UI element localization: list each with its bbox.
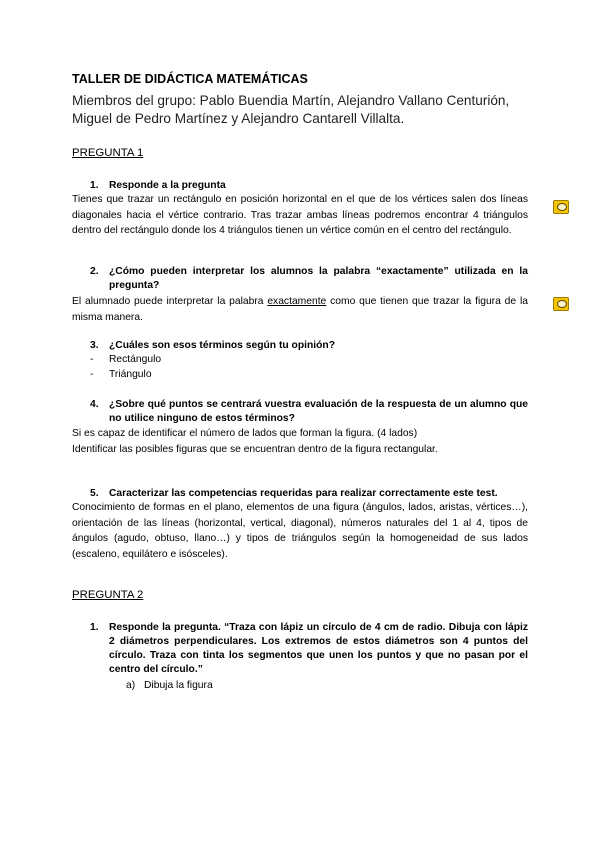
list-item: Rectángulo [109, 354, 162, 365]
comment-icon[interactable] [553, 297, 569, 311]
question-text: Responde a la pregunta [109, 180, 226, 191]
group-members [72, 92, 528, 128]
sub-item-label: a) [126, 680, 136, 691]
question-number: 3. [90, 340, 99, 351]
term-list [72, 353, 528, 385]
question-4-answer [72, 426, 528, 457]
question-3-heading [72, 339, 528, 354]
question-text: ¿Sobre qué puntos se centrará vuestra evaluación de la respuesta de un alumno que no utilice ninguno de estos términos? [109, 399, 528, 424]
question-number: 1. [90, 622, 99, 633]
question-text: ¿Cuáles son esos términos según tu opinión? [109, 340, 335, 351]
question-text: Responde la pregunta. “Traza con lápiz un círculo de 4 cm de radio. Dibuja con lápiz 2 diámetros perpendiculares. Los extremos de estos diámetros son 4 puntos del círculo. Traza con tinta los segmentos que unen los puntos y que no pasan por el centro del círculo.” [109, 622, 528, 675]
sub-item-text: Dibuja la figura [144, 680, 213, 691]
question-number: 4. [90, 399, 99, 410]
question-2-heading [72, 265, 528, 295]
members-line-1: Miembros del grupo: Pablo Buendia Martín, Alejandro Vallano Centurión, [72, 93, 510, 108]
sub-item-a [72, 680, 528, 696]
question-5-answer: Conocimiento de formas en el plano, elementos de una figura (ángulos, lados, aristas, vértices…), orientación de las líneas (horizontal, vertical, diagonal), números naturales del 1 al 4, tipos de ángulos (agudo, obtuso, llano…) y tipos de triángulos según la homogeneidad de sus lados (escaleno, equilátero e isósceles). [72, 502, 528, 560]
list-bullet: - [90, 354, 94, 365]
comment-icon[interactable] [553, 200, 569, 214]
question-number: 2. [90, 266, 99, 277]
question-2-answer [72, 294, 528, 325]
list-item: Triángulo [109, 369, 152, 380]
answer-text: El alumnado puede interpretar la palabra [72, 296, 268, 307]
members-line-2: Miguel de Pedro Martínez y Alejandro Cantarell Villalta. [72, 111, 405, 126]
section-heading-pregunta-2: PREGUNTA 2 [72, 589, 144, 601]
question-text: ¿Cómo pueden interpretar los alumnos la palabra “exactamente” utilizada en la pregunta? [109, 266, 528, 291]
list-bullet: - [90, 369, 94, 380]
question-2-1-heading [72, 621, 528, 681]
answer-line-1: Si es capaz de identificar el número de lados que forman la figura. (4 lados) [72, 428, 418, 439]
section-heading-pregunta-1: PREGUNTA 1 [72, 147, 144, 159]
underlined-word: exactamente [267, 296, 327, 307]
question-text: Caracterizar las competencias requeridas para realizar correctamente este test. [109, 488, 498, 499]
question-number: 5. [90, 488, 99, 499]
answer-line-2: Identificar las posibles figuras que se encuentran dentro de la figura rectangular. [72, 443, 438, 455]
question-1-answer: Tienes que trazar un rectángulo en posición horizontal en el que de los vértices salen dos líneas diagonales hacia el vértice contrario. Tras trazar ambas líneas podremos encontrar 4 triángulos dentro del rectángulo donde los 4 triángulos tienen un vértice común en el centro del rectángulo. [72, 194, 528, 236]
document-title: TALLER DE DIDÁCTICA MATEMÁTICAS [72, 72, 308, 86]
question-4-heading [72, 398, 528, 428]
question-number: 1. [90, 180, 99, 191]
answer-text: como que tienen que trazar la figura de la misma manera. [72, 296, 528, 323]
